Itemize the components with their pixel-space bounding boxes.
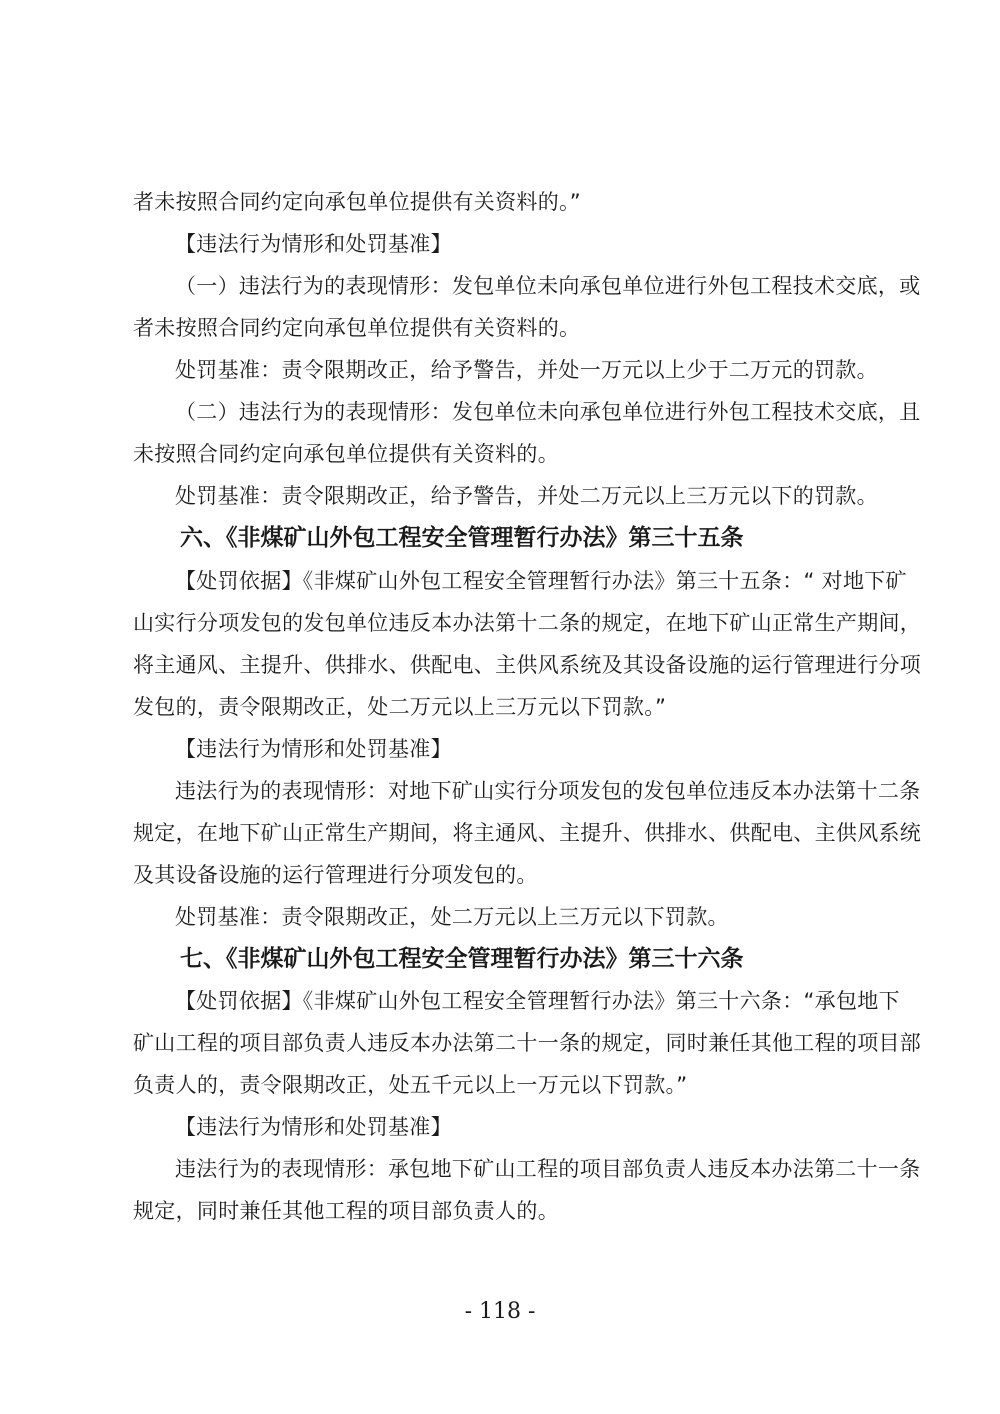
paragraph-line: 违法行为的表现情形：承包地下矿山工程的项目部负责人违反本办法第二十一条 — [175, 1157, 921, 1181]
page-number: - 118 - — [464, 1299, 536, 1324]
paragraph-line: 处罚基准：责令限期改正，给予警告，并处一万元以上少于二万元的罚款。 — [175, 358, 878, 382]
section-heading: 七、《非煤矿山外包工程安全管理暂行办法》第三十六条 — [180, 945, 744, 972]
paragraph-line: （二）违法行为的表现情形：发包单位未向承包单位进行外包工程技术交底，且 — [175, 400, 921, 424]
section-label: 【违法行为情形和处罚基准】 — [175, 1115, 452, 1139]
paragraph-line: 将主通风、主提升、供排水、供配电、主供风系统及其设备设施的运行管理进行分项 — [133, 653, 922, 677]
section-heading: 六、《非煤矿山外包工程安全管理暂行办法》第三十五条 — [180, 524, 744, 551]
paragraph-line: 发包的，责令限期改正，处二万元以上三万元以下罚款。” — [133, 695, 667, 719]
paragraph-line: 未按照合同约定向承包单位提供有关资料的。 — [133, 442, 559, 466]
section-label: 【违法行为情形和处罚基准】 — [175, 737, 452, 761]
paragraph-line: 规定，在地下矿山正常生产期间，将主通风、主提升、供排水、供配电、主供风系统 — [133, 821, 922, 845]
paragraph-line: 处罚基准：责令限期改正，处二万元以上三万元以下罚款。 — [175, 905, 729, 929]
paragraph-line: 【处罚依据】《非煤矿山外包工程安全管理暂行办法》第三十五条：“ 对地下矿 — [175, 569, 907, 593]
paragraph-line: 及其设备设施的运行管理进行分项发包的。 — [133, 863, 538, 887]
section-label: 【违法行为情形和处罚基准】 — [175, 232, 452, 256]
paragraph-line: 负责人的，责令限期改正，处五千元以上一万元以下罚款。” — [133, 1073, 688, 1097]
paragraph-line: （一）违法行为的表现情形：发包单位未向承包单位进行外包工程技术交底，或 — [175, 274, 921, 298]
paragraph-line: 【处罚依据】《非煤矿山外包工程安全管理暂行办法》第三十六条：“承包地下 — [175, 989, 900, 1013]
paragraph-line: 规定，同时兼任其他工程的项目部负责人的。 — [133, 1199, 559, 1223]
paragraph-line: 处罚基准：责令限期改正，给予警告，并处二万元以上三万元以下的罚款。 — [175, 484, 878, 508]
paragraph-line: 者未按照合同约定向承包单位提供有关资料的。” — [133, 190, 581, 214]
paragraph-line: 违法行为的表现情形：对地下矿山实行分项发包的发包单位违反本办法第十二条 — [175, 779, 921, 803]
paragraph-line: 矿山工程的项目部负责人违反本办法第二十一条的规定，同时兼任其他工程的项目部 — [133, 1031, 922, 1055]
paragraph-line: 山实行分项发包的发包单位违反本办法第十二条的规定，在地下矿山正常生产期间， — [133, 611, 922, 635]
paragraph-line: 者未按照合同约定向承包单位提供有关资料的。 — [133, 316, 581, 340]
